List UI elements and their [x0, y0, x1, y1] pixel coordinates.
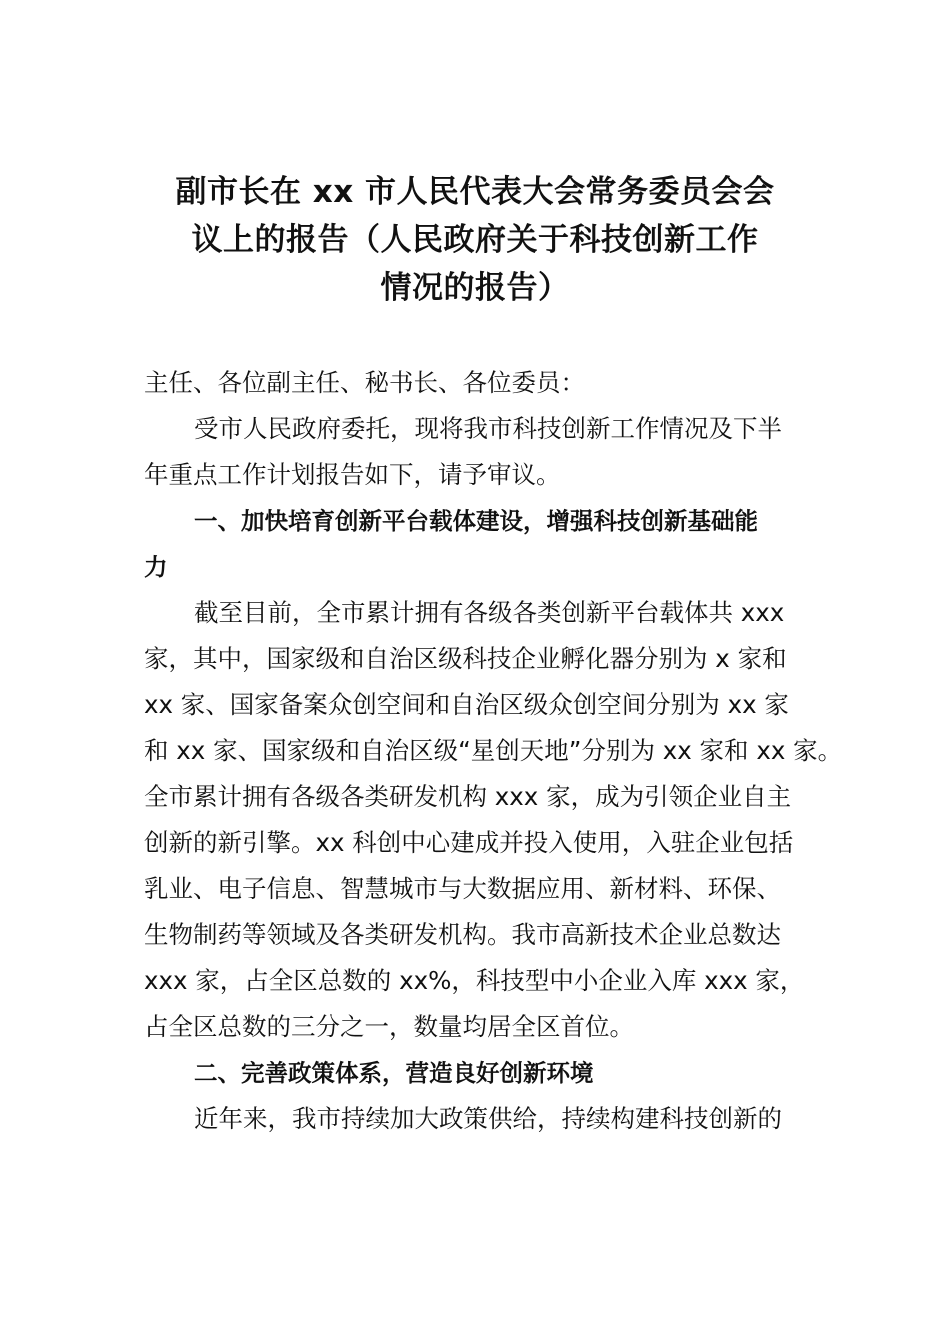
section-1-paragraph-line: 创新的新引擎。xx 科创中心建成并投入使用，入驻企业包括	[144, 828, 794, 857]
section-1-paragraph-line: 乳业、电子信息、智慧城市与大数据应用、新材料、环保、	[144, 874, 781, 903]
document-body	[144, 360, 843, 1142]
section-1-paragraph-line: 占全区总数的三分之一，数量均居全区首位。	[144, 1012, 634, 1041]
section-1-paragraph-line: 全市累计拥有各级各类研发机构 xxx 家，成为引领企业自主	[144, 782, 792, 811]
section-2-paragraph-line: 近年来，我市持续加大政策供给，持续构建科技创新的	[194, 1104, 782, 1133]
intro-paragraph-line: 受市人民政府委托，现将我市科技创新工作情况及下半	[194, 414, 782, 443]
section-1-heading: 力	[144, 553, 168, 581]
salutation: 主任、各位副主任、秘书长、各位委员：	[144, 368, 585, 397]
section-1-paragraph-line: xxx 家，占全区总数的 xx%，科技型中小企业入库 xxx 家，	[144, 966, 805, 995]
title-line: 情况的报告）	[380, 270, 570, 306]
title-line: 副市长在 xx 市人民代表大会常务委员会会	[175, 174, 775, 210]
intro-paragraph-line: 年重点工作计划报告如下，请予审议。	[144, 460, 561, 489]
section-1-paragraph-line: 和 xx 家、国家级和自治区级“星创天地”分别为 xx 家和 xx 家。	[144, 736, 843, 765]
section-1-paragraph-line: 生物制药等领域及各类研发机构。我市高新技术企业总数达	[144, 920, 781, 949]
section-1-heading: 一、加快培育创新平台载体建设，增强科技创新基础能	[194, 507, 758, 535]
section-1-paragraph-line: xx 家、国家备案众创空间和自治区级众创空间分别为 xx 家	[144, 690, 789, 719]
title-line: 议上的报告（人民政府关于科技创新工作	[191, 222, 759, 258]
section-1-paragraph-line: 家，其中，国家级和自治区级科技企业孵化器分别为 x 家和	[144, 644, 787, 673]
section-1-paragraph-line: 截至目前，全市累计拥有各级各类创新平台载体共 xxx	[194, 598, 785, 627]
document-title	[140, 168, 810, 312]
section-2-heading: 二、完善政策体系，营造良好创新环境	[194, 1059, 594, 1087]
